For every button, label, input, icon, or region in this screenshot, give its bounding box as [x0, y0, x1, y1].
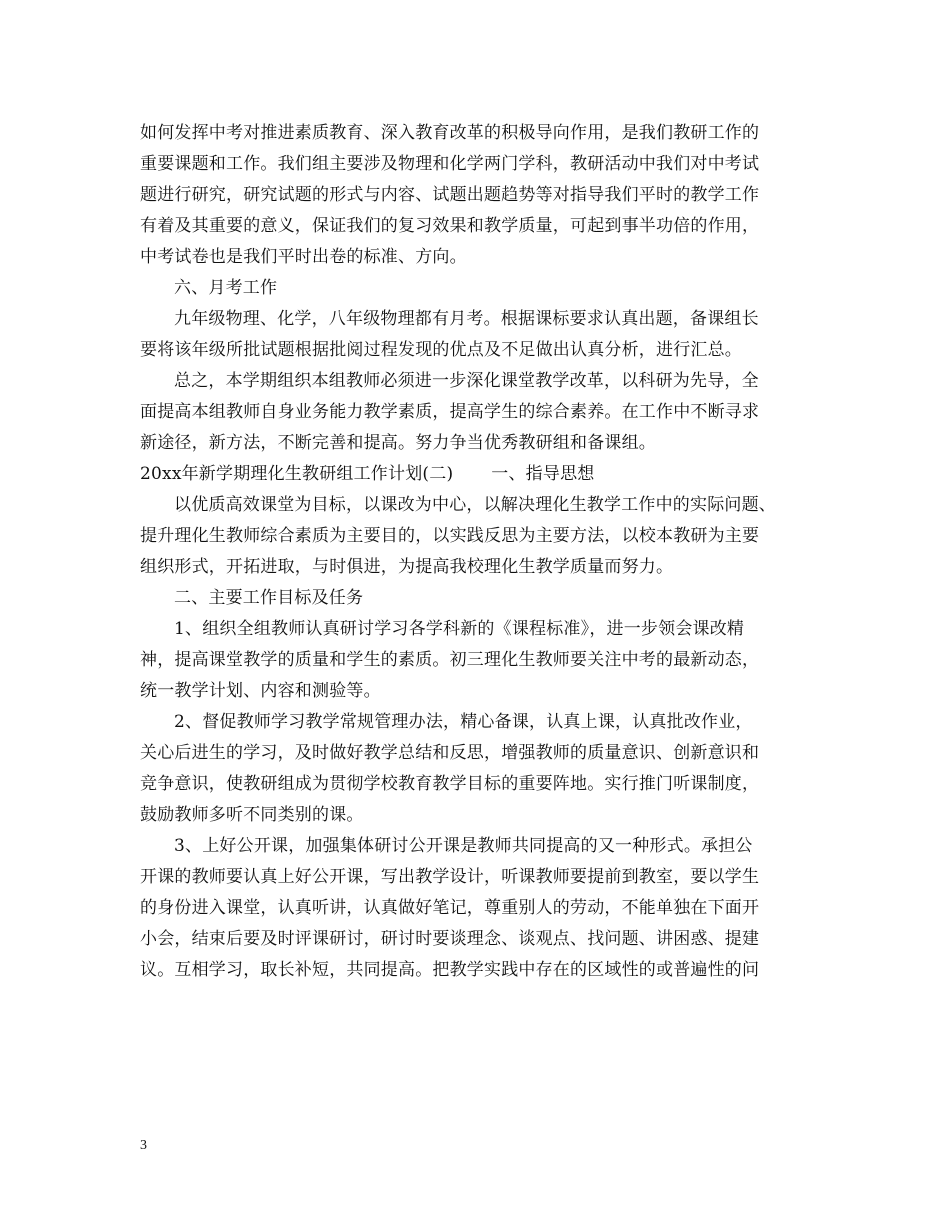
section-heading: 一、指导思想	[491, 464, 595, 484]
text-line: 以优质高效课堂为目标，以课改为中心，以解决理化生教学工作中的实际问题、	[174, 495, 776, 515]
text-line: 新途径，新方法，不断完善和提高。努力争当优秀教研组和备课组。	[140, 433, 656, 453]
text-line: 鼓励教师多听不同类别的课。	[140, 805, 364, 825]
section-heading: 二、主要工作目标及任务	[174, 588, 364, 608]
text-line: 重要课题和工作。我们组主要涉及物理和化学两门学科，教研活动中我们对中考试	[140, 154, 760, 174]
page-number: 3	[140, 1138, 147, 1153]
text-line: 提升理化生教师综合素质为主要目的，以实践反思为主要方法，以校本教研为主要	[140, 526, 760, 546]
text-line: 统一教学计划、内容和测验等。	[140, 681, 381, 701]
text-line: 面提高本组教师自身业务能力教学素质，提高学生的综合素养。在工作中不断寻求	[140, 402, 760, 422]
text-line: 竞争意识，使教研组成为贯彻学校教育教学目标的重要阵地。实行推门听课制度，	[140, 774, 760, 794]
text-line: 神，提高课堂教学的质量和学生的素质。初三理化生教师要关注中考的最新动态，	[140, 650, 760, 670]
section-heading: 六、月考工作	[174, 278, 278, 298]
text-line: 组织形式，开拓进取，与时俱进，为提高我校理化生教学质量而努力。	[140, 557, 674, 577]
text-line: 中考试卷也是我们平时出卷的标准、方向。	[140, 247, 467, 267]
text-line: 2、督促教师学习教学常规管理办法，精心备课，认真上课，认真批改作业，	[174, 712, 753, 732]
plan-title: 20xx年新学期理化生教研组工作计划(二)	[140, 464, 454, 484]
text-line: 总之，本学期组织本组教师必须进一步深化课堂教学改革，以科研为先导，全	[174, 371, 759, 391]
text-line: 小会，结束后要及时评课研讨，研讨时要谈理念、谈观点、找问题、讲困惑、提建	[140, 929, 760, 949]
text-line: 开课的教师要认真上好公开课，写出教学设计，听课教师要提前到教室，要以学生	[140, 867, 760, 887]
text-line: 如何发挥中考对推进素质教育、深入教育改革的积极导向作用，是我们教研工作的	[140, 123, 760, 143]
text-line: 1、组织全组教师认真研讨学习各学科新的《课程标准》，进一步领会课改精	[174, 619, 745, 639]
text-line: 关心后进生的学习，及时做好教学总结和反思，增强教师的质量意识、创新意识和	[140, 743, 760, 763]
text-line: 题进行研究，研究试题的形式与内容、试题出题趋势等对指导我们平时的教学工作	[140, 185, 760, 205]
text-line: 有着及其重要的意义，保证我们的复习效果和教学质量，可起到事半功倍的作用，	[140, 216, 760, 236]
text-line: 3、上好公开课，加强集体研讨公开课是教师共同提高的又一种形式。承担公	[174, 836, 753, 856]
plan-title-line	[140, 459, 830, 490]
text-line: 的身份进入课堂，认真听讲，认真做好笔记，尊重别人的劳动，不能单独在下面开	[140, 898, 760, 918]
document-body	[140, 118, 830, 986]
text-line: 议。互相学习，取长补短，共同提高。把教学实践中存在的区域性的或普遍性的问	[140, 960, 760, 980]
text-line: 要将该年级所批试题根据批阅过程发现的优点及不足做出认真分析，进行汇总。	[140, 340, 742, 360]
text-line: 九年级物理、化学，八年级物理都有月考。根据课标要求认真出题，备课组长	[174, 309, 759, 329]
